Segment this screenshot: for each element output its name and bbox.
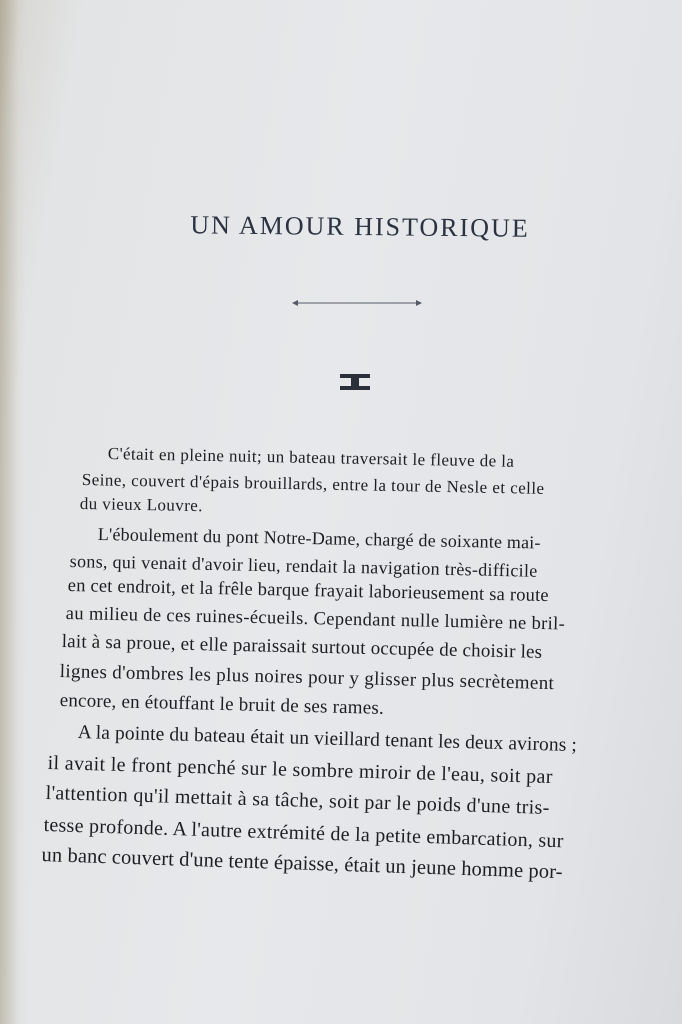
ornament-divider <box>290 296 424 310</box>
text-line: lait à sa proue, et elle paraissait surtout occupée de choisir les <box>61 631 543 663</box>
text-line: C'était en pleine nuit; un bateau traversait le fleuve de la <box>107 444 515 471</box>
text-line: en cet endroit, et la frêle barque frayait laborieusement sa route <box>67 576 550 607</box>
text-line: du vieux Louvre. <box>79 494 203 516</box>
text-line: au milieu de ces ruines-écueils. Cependant nulle lumière ne bril- <box>65 604 566 635</box>
text-line: L'éboulement du pont Notre-Dame, chargé de soixante mai- <box>97 524 541 553</box>
text-line: il avait le front penché sur le sombre miroir de l'eau, soit par <box>47 752 554 789</box>
chapter-numeral <box>338 372 372 392</box>
text-line: Seine, couvert d'épais brouillards, entre la tour de Nesle et celle <box>81 470 545 498</box>
text-line: un banc couvert d'une tente épaisse, était un jeune homme por- <box>41 844 563 884</box>
text-line: encore, en étouffant le bruit de ses rames. <box>59 690 385 719</box>
text-line: lignes d'ombres les plus noires pour y glisser plus secrètement <box>59 661 555 695</box>
text-line: sons, qui venait d'avoir lieu, rendait la navigation très-difficile <box>69 551 538 581</box>
chapter-title: UN AMOUR HISTORIQUE <box>190 210 530 243</box>
text-line: A la pointe du bateau était un vieillard tenant les deux avirons ; <box>77 722 578 757</box>
text-line: tesse profonde. A l'autre extrémité de la petite embarcation, sur <box>43 814 564 853</box>
text-line: l'attention qu'il mettait à sa tâche, soit par le poids d'une tris- <box>45 782 550 819</box>
spine-shadow <box>0 0 26 1024</box>
